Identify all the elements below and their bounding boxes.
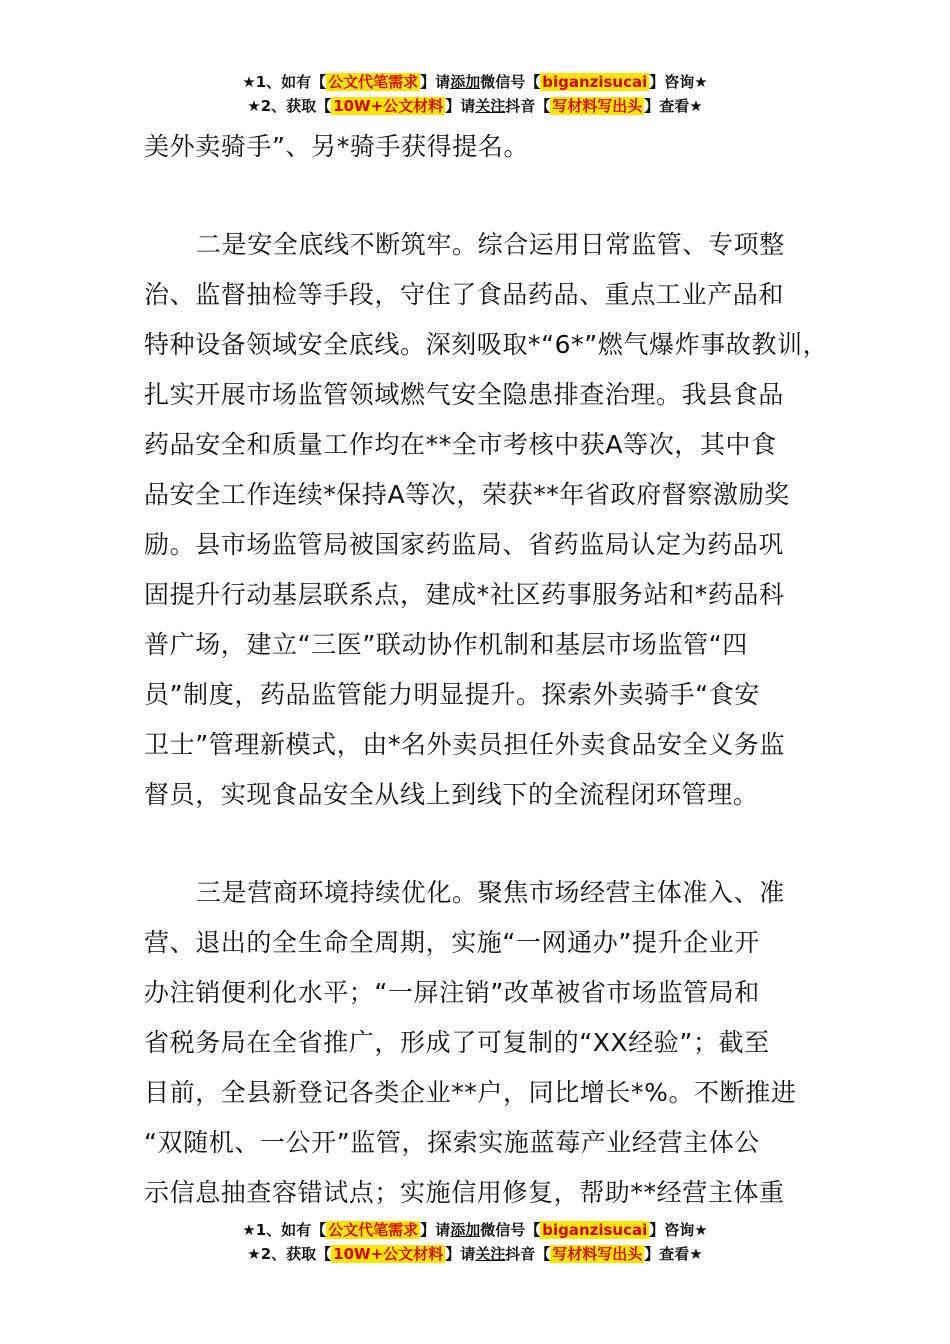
body-line: 固提升行动基层联系点，建成*社区药事服务站和*药品科 xyxy=(144,580,785,609)
promo-douyin-id: 写材料写出头 xyxy=(552,97,643,115)
promo-banner-top xyxy=(0,70,950,118)
promo-highlight: 公文代笔需求 xyxy=(328,1221,419,1239)
paragraph-start: 三是营商环境持续优化。聚焦市场经营主体准入、准 xyxy=(196,878,785,907)
promo-underlined: 添加 xyxy=(450,1221,481,1239)
paragraph-start: 二是安全底线不断筑牢。综合运用日常监管、专项整 xyxy=(196,230,785,259)
body-line: 示信息抽查容错试点；实施信用修复，帮助**经营主体重 xyxy=(144,1178,785,1207)
body-line: 督员，实现食品安全从线上到线下的全流程闭环管理。 xyxy=(144,780,759,809)
body-line: 员”制度，药品监管能力明显提升。探索外卖骑手“食安 xyxy=(144,680,760,709)
promo-text: 】查看★ xyxy=(644,97,703,115)
body-line: 普广场，建立“三医”联动协作机制和基层市场监管“四 xyxy=(144,630,748,659)
promo-text: 抖音【 xyxy=(505,97,551,115)
body-line: 省税务局在全省推广，形成了可复制的“XX经验”；截至 xyxy=(144,1028,770,1057)
promo-douyin-id: 写材料写出头 xyxy=(552,1245,643,1263)
promo-text: 微信号【 xyxy=(480,1221,541,1239)
body-line: 特种设备领域安全底线。深刻吸取*“6*”燃气爆炸事故教训， xyxy=(144,330,829,359)
promo-highlight: 10W+公文材料 xyxy=(333,1245,444,1263)
promo-underlined: 关注 xyxy=(475,1245,506,1263)
body-line: 励。县市场监管局被国家药监局、省药监局认定为药品巩 xyxy=(144,530,785,559)
promo-text: ★1、如有【 xyxy=(242,1221,327,1239)
body-line: 药品安全和质量工作均在**全市考核中获A等次，其中食 xyxy=(144,430,777,459)
body-line: 美外卖骑手”、另*骑手获得提名。 xyxy=(144,132,530,161)
promo-line-2 xyxy=(0,1242,950,1266)
body-line: 品安全工作连续*保持A等次，荣获**年省政府督察激励奖 xyxy=(144,480,790,509)
promo-highlight: 公文代笔需求 xyxy=(328,73,419,91)
promo-banner-bottom xyxy=(0,1218,950,1266)
promo-text: 】咨询★ xyxy=(649,73,708,91)
promo-highlight: 10W+公文材料 xyxy=(333,97,444,115)
body-line: 治、监督抽检等手段，守住了食品药品、重点工业产品和 xyxy=(144,280,785,309)
promo-wechat-id: biganzisucai xyxy=(542,1221,648,1239)
promo-line-1 xyxy=(0,70,950,94)
promo-line-2 xyxy=(0,94,950,118)
body-line: “双随机、一公开”监管，探索实施蓝莓产业经营主体公 xyxy=(144,1128,760,1157)
promo-text: 抖音【 xyxy=(505,1245,551,1263)
promo-underlined: 添加 xyxy=(450,73,481,91)
promo-text: ★2、获取【 xyxy=(247,1245,332,1263)
promo-text: 微信号【 xyxy=(480,73,541,91)
promo-text: 】查看★ xyxy=(644,1245,703,1263)
body-line: 扎实开展市场监管领域燃气安全隐患排查治理。我县食品 xyxy=(144,380,785,409)
promo-text: 】请 xyxy=(420,73,451,91)
promo-text: 】请 xyxy=(445,97,476,115)
body-line: 营、退出的全生命全周期，实施“一网通办”提升企业开 xyxy=(144,928,760,957)
promo-text: 】请 xyxy=(445,1245,476,1263)
promo-text: ★1、如有【 xyxy=(242,73,327,91)
body-line: 办注销便利化水平；“一屏注销”改革被省市场监管局和 xyxy=(144,978,760,1007)
promo-text: 】咨询★ xyxy=(649,1221,708,1239)
promo-wechat-id: biganzisucai xyxy=(542,73,648,91)
promo-line-1 xyxy=(0,1218,950,1242)
promo-text: ★2、获取【 xyxy=(247,97,332,115)
body-line: 卫士”管理新模式，由*名外卖员担任外卖食品安全义务监 xyxy=(144,730,786,759)
promo-underlined: 关注 xyxy=(475,97,506,115)
body-line: 目前，全县新登记各类企业**户，同比增长*%。不断推进 xyxy=(144,1078,797,1107)
promo-text: 】请 xyxy=(420,1221,451,1239)
